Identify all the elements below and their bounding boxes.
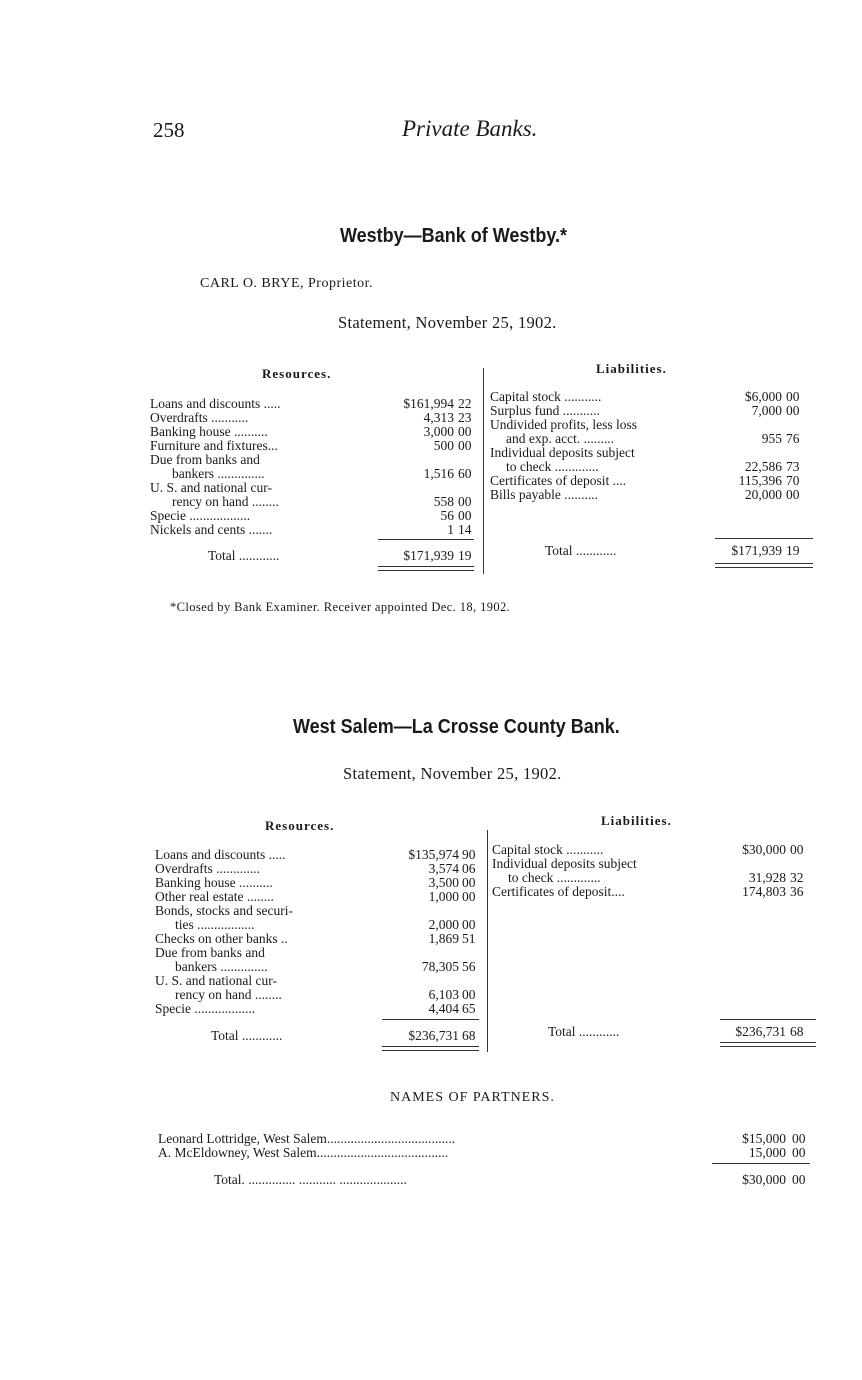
total-rule: [382, 1019, 479, 1020]
resources-heading: Resources.: [262, 366, 332, 381]
double-rule: [378, 566, 474, 571]
liabilities-heading: Liabilities.: [596, 361, 667, 376]
statement-date: Statement, November 25, 1902.: [338, 313, 557, 332]
double-rule: [715, 563, 813, 568]
double-rule: [382, 1046, 479, 1051]
partners-heading: NAMES OF PARTNERS.: [390, 1090, 555, 1105]
page-number: 258: [153, 118, 185, 142]
total-rule: [378, 539, 474, 540]
bank-title: West Salem—La Crosse County Bank.: [293, 716, 620, 738]
total-rule: [715, 538, 813, 539]
double-rule: [720, 1042, 816, 1047]
total-rule: [720, 1019, 816, 1020]
resources-heading: Resources.: [265, 818, 335, 833]
column-divider: [487, 830, 488, 1052]
total-rule: [712, 1163, 810, 1164]
running-head: Private Banks.: [402, 116, 538, 141]
liabilities-heading: Liabilities.: [601, 813, 672, 828]
proprietor-line: CARL O. BRYE, Proprietor.: [200, 276, 373, 291]
column-divider: [483, 368, 484, 574]
footnote: *Closed by Bank Examiner. Receiver appointed Dec. 18, 1902.: [170, 600, 511, 614]
statement-date: Statement, November 25, 1902.: [343, 764, 562, 783]
bank-title: Westby—Bank of Westby.*: [340, 225, 568, 247]
